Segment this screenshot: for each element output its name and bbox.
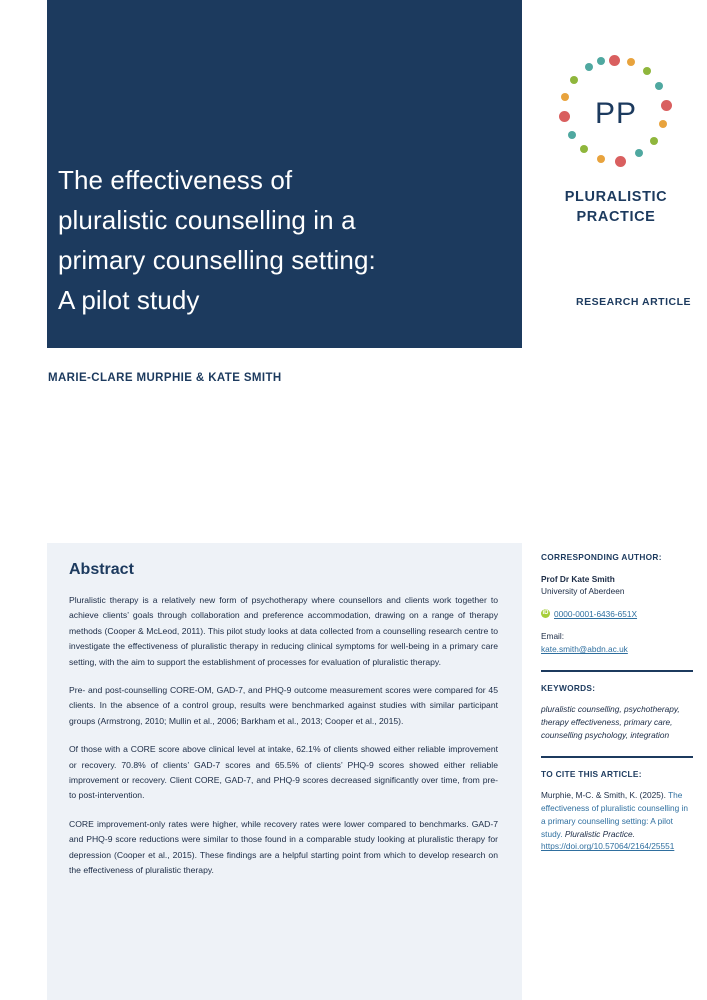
brand-block <box>541 55 691 227</box>
keywords-text: pluralistic counselling, psychotherapy, therapy effectiveness, primary care, counselling psychology, integration <box>541 704 680 740</box>
title-line-2: pluralistic counselling in a <box>58 205 356 235</box>
brand-name-line-1: PLURALISTIC <box>564 189 668 205</box>
corresponding-author-heading: CORRESPONDING AUTHOR: <box>541 552 662 562</box>
abstract-paragraph: CORE improvement-only rates were higher, while recovery rates were lower compared to benchmarks. GAD-7 and PHQ-9 score reductions were similar to those found in a comparable study looking at pluralistic therapy for depression (Cooper et al., 2015). These findings are a helpful starting point from which to develop research on the effectiveness of pluralistic therapy. <box>69 818 498 876</box>
logo-monogram: PP <box>594 97 638 130</box>
metadata-sidebar <box>541 551 693 853</box>
email-link[interactable]: kate.smith@abdn.ac.uk <box>541 643 628 654</box>
title-line-4: A pilot study <box>58 285 200 315</box>
email-label: Email: <box>541 631 565 642</box>
brand-name <box>541 187 691 227</box>
abstract-paragraph: Pluralistic therapy is a relatively new form of psychotherapy where counsellors and clients work together to achieve clients’ goals through collaboration and preference accommodation, drawing on a range of therapy methods (Cooper & McLeod, 2011). This pilot study looks at data collected from a counselling research centre to investigate the effectiveness of pluralistic therapy in reducing clinical symptoms for well-being in a primary care setting, with the aim to support the establishment of processes for evaluation of pluralistic therapy. <box>69 595 498 667</box>
citation-text <box>541 789 693 840</box>
title-line-1: The effectiveness of <box>58 165 293 195</box>
abstract-panel <box>47 543 522 1000</box>
corresponding-author-name: Prof Dr Kate Smith <box>541 573 615 584</box>
citation-authors: Murphie, M-C. & Smith, K. (2025). <box>541 790 669 801</box>
paper-title <box>58 160 498 320</box>
pluralistic-practice-logo-icon <box>557 55 675 173</box>
author-list: MARIE-CLARE MURPHIE & KATE SMITH <box>48 372 282 384</box>
orcid-link[interactable]: 0000-0001-6436-651X <box>554 608 638 619</box>
corresponding-author-affiliation: University of Aberdeen <box>541 586 625 597</box>
citation-title: The effectiveness of pluralistic counselling in a primary counselling setting: A pilot study. <box>541 790 688 839</box>
orcid-icon: iD <box>542 609 549 616</box>
citation-journal: Pluralistic Practice. <box>564 828 635 839</box>
page-title <box>58 160 498 320</box>
email-block <box>541 630 693 655</box>
title-line-3: primary counselling setting: <box>58 245 376 275</box>
sidebar-divider <box>541 670 693 672</box>
citation-heading: TO CITE THIS ARTICLE: <box>541 768 642 779</box>
abstract-paragraph: Pre- and post-counselling CORE-OM, GAD-7, and PHQ-9 outcome measurement scores were compared for 45 clients. In the absence of a control group, results were benchmarked against studies with similar participant groups (Armstrong, 2010; Mullin et al., 2006; Barkham et al., 2013; Cooper et al., 2015). <box>69 685 498 726</box>
keywords-heading: KEYWORDS: <box>541 682 596 693</box>
abstract-heading: Abstract <box>69 561 134 578</box>
abstract-paragraph: Of those with a CORE score above clinical level at intake, 62.1% of clients showed either reliable improvement or recovery. 70.8% of clients’ GAD-7 scores and 65.5% of clients’ PHQ-9 scores showed either reliable improvement or recovery. Client CORE, GAD-7, and PHQ-9 scores decreased significantly over time, from pre- to post-intervention. <box>69 744 498 801</box>
orcid-row[interactable] <box>541 608 693 621</box>
doi-link[interactable]: https://doi.org/10.57064/2164/25551 <box>541 841 675 852</box>
brand-name-line-2: PRACTICE <box>576 209 656 225</box>
article-type-label: RESEARCH ARTICLE <box>576 296 691 308</box>
sidebar-divider <box>541 756 693 758</box>
